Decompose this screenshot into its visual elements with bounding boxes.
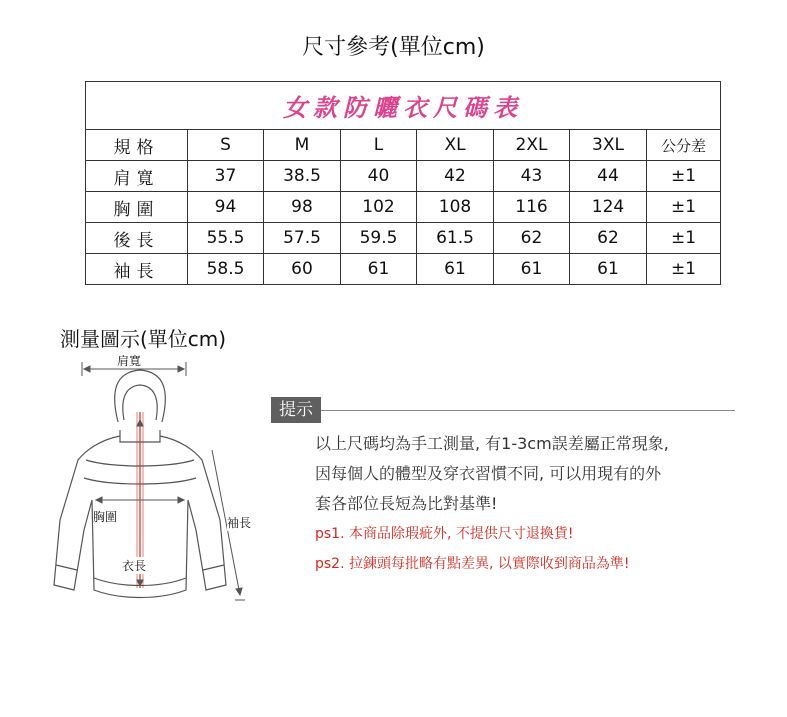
table-cell: 108 xyxy=(417,192,494,223)
table-cell: 60 xyxy=(264,254,341,285)
table-cell: 40 xyxy=(341,161,417,192)
tip-line-1: 以上尺碼均為手工測量, 有1-3cm誤差屬正常現象, xyxy=(315,434,669,453)
header-cell: XL xyxy=(417,130,494,161)
table-cell: 61.5 xyxy=(417,223,494,254)
table-cell: 61 xyxy=(494,254,570,285)
table-cell: 61 xyxy=(341,254,417,285)
header-cell: S xyxy=(188,130,264,161)
table-cell: ±1 xyxy=(647,223,721,254)
tip-divider xyxy=(321,410,735,411)
header-cell: L xyxy=(341,130,417,161)
table-cell: 124 xyxy=(570,192,647,223)
table-header-row xyxy=(86,130,721,161)
table-banner: 女款防曬衣尺碼表 xyxy=(86,82,721,130)
tip-line-3: 套各部位長短為比對基準! xyxy=(315,494,498,513)
table-cell: 44 xyxy=(570,161,647,192)
table-cell: 98 xyxy=(264,192,341,223)
ps-note-1: ps1. 本商品除瑕疵外, 不提供尺寸退換貨! xyxy=(315,526,574,542)
table-cell: 38.5 xyxy=(264,161,341,192)
table-row xyxy=(86,223,721,254)
shoulder-label: 肩寬 xyxy=(117,354,142,368)
table-cell: 59.5 xyxy=(341,223,417,254)
tip-line-2: 因每個人的體型及穿衣習慣不同, 可以用現有的外 xyxy=(315,464,662,483)
row-label: 肩寬 xyxy=(86,161,188,192)
header-cell: 3XL xyxy=(570,130,647,161)
table-cell: 116 xyxy=(494,192,570,223)
row-label: 後長 xyxy=(86,223,188,254)
table-cell: 61 xyxy=(570,254,647,285)
table-cell: 62 xyxy=(570,223,647,254)
header-cell: M xyxy=(264,130,341,161)
row-label: 胸圍 xyxy=(86,192,188,223)
table-row xyxy=(86,192,721,223)
page-title: 尺寸參考(單位cm) xyxy=(302,35,485,60)
table-cell: 43 xyxy=(494,161,570,192)
row-label: 袖長 xyxy=(86,254,188,285)
table-cell: 62 xyxy=(494,223,570,254)
table-cell: ±1 xyxy=(647,192,721,223)
ps-note-2: ps2. 拉鍊頭每批略有點差異, 以實際收到商品為準! xyxy=(315,556,630,572)
table-cell: 61 xyxy=(417,254,494,285)
header-cell: 公分差 xyxy=(647,130,721,161)
length-label: 衣長 xyxy=(122,559,147,573)
table-cell: ±1 xyxy=(647,161,721,192)
table-cell: 58.5 xyxy=(188,254,264,285)
jacket-diagram xyxy=(40,350,270,610)
chest-label: 胸圍 xyxy=(93,510,118,524)
table-cell: 55.5 xyxy=(188,223,264,254)
tip-badge: 提示 xyxy=(271,397,321,423)
table-cell: 94 xyxy=(188,192,264,223)
diagram-title: 測量圖示(單位cm) xyxy=(60,327,227,351)
table-row xyxy=(86,254,721,285)
table-cell: 57.5 xyxy=(264,223,341,254)
table-cell: 102 xyxy=(341,192,417,223)
table-cell: 37 xyxy=(188,161,264,192)
header-cell: 2XL xyxy=(494,130,570,161)
table-row xyxy=(86,161,721,192)
size-table xyxy=(85,81,721,285)
sleeve-label: 袖長 xyxy=(227,516,252,530)
table-cell: ±1 xyxy=(647,254,721,285)
header-cell: 規格 xyxy=(86,130,188,161)
table-cell: 42 xyxy=(417,161,494,192)
